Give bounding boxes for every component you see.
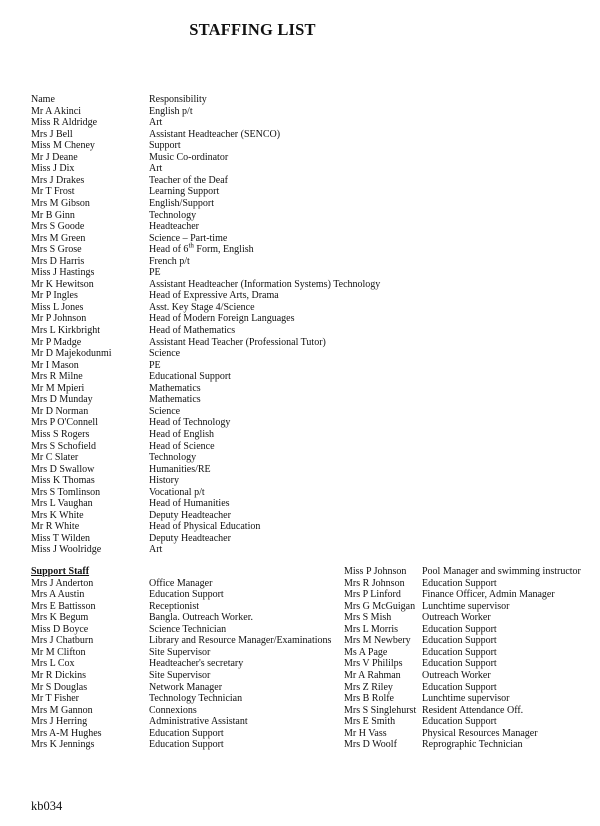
support-staff-row [0,728,600,740]
support-staff-role: Pool Manager and swimming instructor [422,566,581,577]
support-staff-role: Headteacher's secretary [149,658,244,670]
staff-responsibility: Head of Humanities [149,498,230,510]
staff-responsibility: Assistant Headteacher (SENCO) [149,128,281,140]
support-staff-name: Mr A Rahman [344,669,401,681]
staff-row [0,198,600,210]
staff-row [0,152,600,164]
support-staff-role: Lunchtime supervisor [422,600,510,612]
support-staff-name: Mrs S Mish [344,612,392,624]
support-staff-row [0,739,600,751]
support-staff-role: Education Support [422,646,497,658]
staff-responsibility: History [149,475,179,487]
support-staff-role: Administrative Assistant [149,716,248,728]
support-staff-name: Mr T Fisher [31,693,79,705]
staff-responsibility: Science – Part-time [149,232,228,244]
staff-row [0,406,600,418]
staff-row [0,475,600,487]
staff-responsibility: Teacher of the Deaf [149,174,228,186]
staff-responsibility: Technology [149,209,197,221]
support-staff-row [0,578,600,590]
support-staff-role: Network Manager [149,681,223,693]
staff-name: Mr A Akinci [31,105,82,117]
staff-row [0,371,600,383]
support-staff-name: Mrs Z Riley [344,681,393,693]
staff-responsibility: Asst. Key Stage 4/Science [149,301,255,313]
staff-responsibility: Music Co-ordinator [149,151,229,163]
support-staff-name: Mrs B Rolfe [344,693,394,705]
support-staff-role: Outreach Worker [422,669,491,681]
responsibility-header: Responsibility [149,94,207,105]
support-staff-role: Resident Attendance Off. [422,704,524,716]
staff-row [0,325,600,337]
staff-name: Miss M Cheney [31,140,95,152]
staff-row [0,429,600,441]
staff-row [0,533,600,545]
staff-name: Mrs J Bell [31,128,73,140]
support-staff-role: Education Support [422,577,497,589]
staff-row [0,302,600,314]
support-staff-role: Site Supervisor [149,646,211,658]
support-staff-name: Mrs K Jennings [31,739,95,751]
staff-row [0,117,600,129]
support-staff-name: Mrs R Johnson [344,577,405,589]
support-staff-role: Technology Technician [149,693,243,705]
support-staff-role: Outreach Worker [422,612,491,624]
support-staff-role: Library and Resource Manager/Examinations [149,635,332,647]
support-staff-name: Mrs L Morris [344,623,399,635]
staff-name: Mr T Frost [31,186,75,198]
staff-name: Mrs J Drakes [31,174,85,186]
support-staff-heading-row [0,566,600,578]
staff-name: Miss L Jones [31,301,84,313]
staff-responsibility: Humanities/RE [149,463,211,475]
support-staff-name: Miss D Boyce [31,623,89,635]
staff-name: Mr R White [31,521,80,533]
staff-responsibility: Art [149,163,163,175]
support-staff-role: Education Support [149,739,224,751]
support-staff-name: Mrs S Singlehurst [344,704,417,716]
document-code: kb034 [31,799,63,813]
staff-row [0,163,600,175]
support-staff-role: Connexions [149,704,197,716]
staff-name: Miss K Thomas [31,475,95,487]
support-staff-row [0,647,600,659]
staff-responsibility: Head of Mathematics [149,325,236,336]
support-staff-row [0,693,600,705]
staff-responsibility: French p/t [149,255,190,267]
staff-name: Mr P Madge [31,336,82,348]
staff-row [0,464,600,476]
support-staff-role: Education Support [422,716,497,728]
support-staff-name: Mrs V Phililps [344,658,403,670]
support-staff-role: Education Support [422,681,497,693]
staff-row [0,337,600,349]
support-staff-name: Mrs E Smith [344,716,396,728]
staff-responsibility: Science [149,348,181,360]
support-staff-row [0,612,600,624]
support-staff-row [0,589,600,601]
support-staff-name: Mr M Clifton [31,646,86,658]
staff-row [0,290,600,302]
support-staff-role: Bangla. Outreach Worker. [149,612,253,624]
staff-name: Miss J Dix [31,163,75,175]
staff-responsibility: Vocational p/t [149,486,205,498]
staff-responsibility: Head of Science [149,440,215,452]
staff-name: Mr P Johnson [31,313,87,325]
staff-responsibility: Head of Physical Education [149,521,261,533]
support-staff-role: Receptionist [149,600,199,612]
staff-row [0,383,600,395]
staff-name: Miss S Rogers [31,428,90,440]
staff-responsibility: Support [149,140,181,152]
staff-name: Miss T Wilden [31,532,91,544]
staff-name: Miss J Woolridge [31,544,102,556]
staff-row [0,487,600,499]
staff-name: Mr I Mason [31,359,79,371]
staff-responsibility: Art [149,117,163,129]
support-staff-name: Mrs J Herring [31,716,88,728]
staff-row [0,106,600,118]
support-staff-row [0,635,600,647]
support-staff-role: Site Supervisor [149,669,211,681]
support-staff-name: Mrs A-M Hughes [31,727,102,739]
staff-name: Mr P Ingles [31,290,78,302]
staff-row [0,394,600,406]
support-staff-name: Mrs P Linford [344,589,401,601]
staff-name: Miss R Aldridge [31,117,98,129]
staff-responsibility: English p/t [149,105,193,117]
support-staff-row [0,670,600,682]
staff-name: Mrs P O'Connell [31,417,98,429]
staff-responsibility: Educational Support [149,371,231,383]
support-staff-row [0,716,600,728]
staff-row [0,267,600,279]
staff-row [0,140,600,152]
staff-row [0,233,600,245]
support-staff-name: Mrs E Battisson [31,600,96,612]
staff-responsibility: Technology [149,452,197,464]
page-title: STAFFING LIST [189,20,316,39]
staff-name: Mrs S Goode [31,221,85,233]
support-staff-role: Education Support [422,623,497,635]
staff-responsibility: Learning Support [149,186,220,198]
name-header: Name [31,94,55,105]
staff-name: Mrs S Tomlinson [31,486,101,498]
staff-name: Mrs L Vaughan [31,498,93,510]
support-staff-name: Miss P Johnson [344,566,407,577]
support-staff-name: Mr R Dickins [31,669,86,681]
support-staff-row [0,705,600,717]
support-staff-name: Mrs D Woolf [344,739,397,751]
staff-responsibility: Deputy Headteacher [149,532,231,544]
staff-responsibility: Deputy Headteacher [149,509,231,521]
staff-row [0,186,600,198]
staff-row [0,221,600,233]
staff-name: Miss J Hastings [31,267,95,279]
staff-row [0,313,600,325]
staff-name: Mr D Majekodunmi [31,348,112,360]
staff-name: Mr K Hewitson [31,278,94,290]
staff-responsibility: Head of English [149,428,214,440]
support-staff-role: Education Support [149,589,224,601]
staff-name: Mrs D Harris [31,255,85,267]
staff-responsibility: Mathematics [149,382,201,394]
support-staff-heading: Support Staff [31,566,90,577]
staff-name: Mrs D Munday [31,394,93,406]
support-staff-row [0,658,600,670]
support-staff-name: Mrs M Gannon [31,704,93,716]
staff-responsibility: Assistant Headteacher (Information Systems) Technology [149,278,381,290]
staff-responsibility: PE [149,359,161,371]
support-staff-role: Finance Officer, Admin Manager [422,589,555,601]
staff-responsibility: Head of Modern Foreign Languages [149,313,295,325]
support-staff-role: Education Support [149,727,224,739]
staff-responsibility: Head of Expressive Arts, Drama [149,290,279,302]
staff-row [0,348,600,360]
staff-responsibility: Head of Technology [149,417,231,429]
staff-responsibility: PE [149,267,161,279]
support-staff-role: Physical Resources Manager [422,727,538,739]
staff-row [0,417,600,429]
staff-row [0,279,600,291]
staff-name: Mrs S Grose [31,244,82,256]
staff-row [0,498,600,510]
support-staff-role: Science Technician [149,623,227,635]
staff-name: Mrs S Schofield [31,440,96,452]
staff-name: Mrs D Swallow [31,463,95,475]
staff-row [0,441,600,453]
support-staff-name: Mrs L Cox [31,658,75,670]
staff-responsibility: English/Support [149,197,215,209]
staff-name: Mrs R Milne [31,371,83,383]
support-staff-role: Reprographic Technician [422,739,523,751]
staff-row [0,241,600,256]
staff-row [0,521,600,533]
support-staff-row [0,682,600,694]
support-staff-name: Mrs J Chatburn [31,635,94,647]
staff-name: Mr D Norman [31,405,89,417]
staff-row [0,544,600,556]
staff-name: Mr M Mpieri [31,382,85,394]
staff-row [0,129,600,141]
support-staff-name: Mr H Vass [344,727,387,739]
support-staff-name: Mrs M Newbery [344,635,411,647]
staff-name: Mrs M Green [31,232,86,244]
staff-name: Mrs K White [31,509,84,521]
staff-responsibility: Head of 6th Form, English [149,241,254,256]
staff-responsibility: Assistant Head Teacher (Professional Tutor) [149,336,326,348]
support-staff-role: Office Manager [149,577,213,589]
staff-name: Mr J Deane [31,151,78,163]
staff-row [0,175,600,187]
staff-responsibility: Headteacher [149,221,199,233]
staff-row [0,452,600,464]
support-staff-row [0,624,600,636]
staff-row [0,256,600,268]
support-staff-row [0,601,600,613]
column-headers [0,94,600,106]
staff-row [0,210,600,222]
staff-responsibility: Art [149,544,163,556]
support-staff-name: Mrs G McGuigan [344,600,416,612]
support-staff-name: Mr S Douglas [31,681,88,693]
staff-row [0,360,600,372]
support-staff-role: Lunchtime supervisor [422,693,510,705]
staff-row [0,510,600,522]
staff-responsibility: Science [149,405,181,417]
staff-name: Mrs L Kirkbright [31,325,101,336]
staff-name: Mrs M Gibson [31,197,90,209]
support-staff-name: Mrs K Begum [31,612,89,624]
support-staff-role: Education Support [422,658,497,670]
staff-name: Mr C Slater [31,452,79,464]
staff-name: Mr B Ginn [31,209,75,221]
support-staff-name: Mrs A Austin [31,589,85,601]
support-staff-name: Mrs J Anderton [31,577,94,589]
support-staff-name: Ms A Page [344,646,388,658]
staff-responsibility: Mathematics [149,394,201,406]
support-staff-role: Education Support [422,635,497,647]
